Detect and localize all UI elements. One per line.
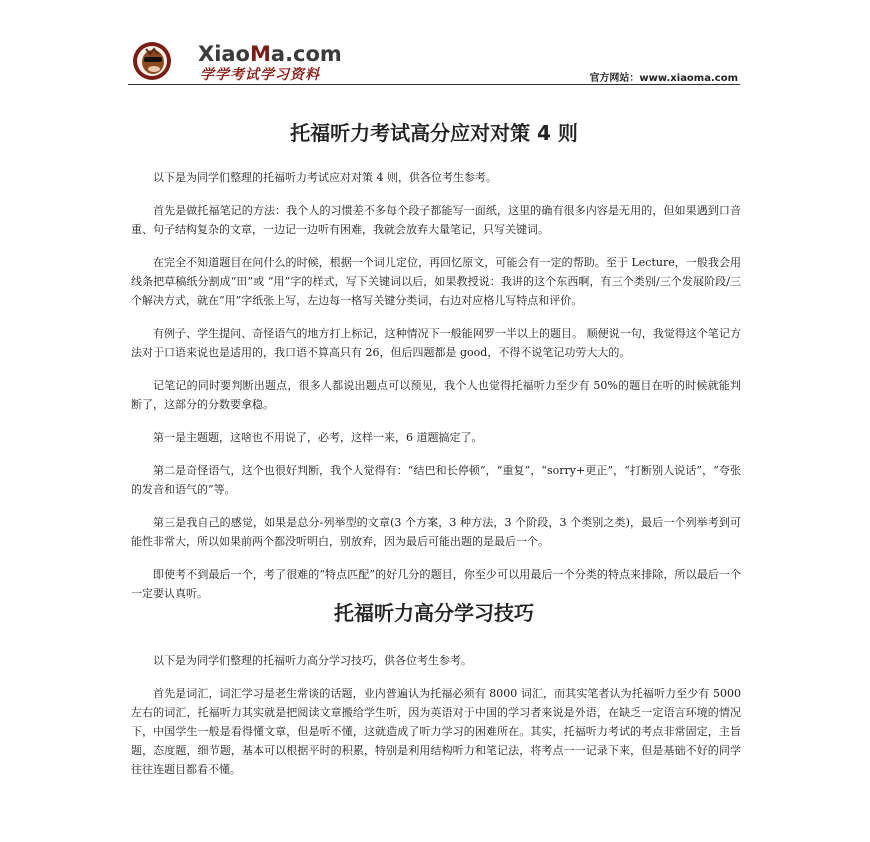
paragraph: 即使考不到最后一个，考了很难的“特点匹配”的好几分的题目，你至少可以用最后一个分类的特点来排除，所以最后一个一定要认真听。	[131, 568, 741, 600]
section-2-title: 托福听力高分学习技巧	[334, 601, 534, 625]
paragraph: 以下是为同学们整理的托福听力高分学习技巧，供各位考生参考。	[153, 654, 472, 667]
section-1-body	[131, 168, 741, 617]
paragraph: 首先是词汇，词汇学习是老生常谈的话题，业内普遍认为托福必须有 8000 词汇，而其实笔者认为托福听力至少有 5000 左右的词汇，托福听力其实就是把阅读文章搬给学生听，因为英语对于中国的学习者来说是外语，在缺乏一定语言环境的情况下，中国学生一般是看得懂文章，但是听不懂，这就造成了听力学习的困难所在。其实，托福听力考试的考点非常固定，主旨题，态度题，细节题，基本可以根据平时的积累，特别是利用结构听力和笔记法，将考点一一记录下来，但是基础不好的同学往往连题目都看不懂。	[131, 687, 741, 776]
paragraph: 首先是做托福笔记的方法：我个人的习惯差不多每个段子都能写一面纸，这里的确有很多内容是无用的，但如果遇到口音重、句子结构复杂的文章，一边记一边听有困难，我就会放弃大量笔记，只写关键词。	[131, 204, 741, 236]
paragraph: 第一是主题题，这啥也不用说了，必考，这样一来，6 道题搞定了。	[153, 431, 483, 444]
paragraph: 第二是奇怪语气，这个也很好判断，我个人觉得有：“结巴和长停顿”，“重复”，“sorry+更正”，“打断别人说话”，“夸张的发音和语气的”等。	[131, 464, 741, 496]
paragraph: 以下是为同学们整理的托福听力考试应对对策 4 则，供各位考生参考。	[153, 171, 497, 184]
page-header	[128, 38, 740, 85]
logo-slogan: 学学考试学习资料	[200, 67, 320, 83]
paragraph: 第三是我自己的感觉，如果是总分-列举型的文章(3 个方案，3 种方法，3 个阶段，3 个类别之类)，最后一个列举考到可能性非常大，所以如果前两个都没听明白，别放弃，因为最后可能出题的是最后一个。	[131, 516, 741, 548]
section-1-title: 托福听力考试高分应对对策 4 则	[290, 121, 578, 145]
paragraph: 有例子、学生提问、奇怪语气的地方打上标记，这种情况下一般能网罗一半以上的题目。 顺便说一句，我觉得这个笔记方法对于口语来说也是适用的，我口语不算高只有 26，但后四题都是 good，不得不说笔记功劳大大的。	[131, 327, 741, 359]
logo-wordmark: XiaoMa.com	[198, 42, 342, 66]
site-url: 官方网站：www.xiaoma.com	[589, 73, 738, 84]
section-2-body	[131, 651, 741, 793]
paragraph: 在完全不知道题目在问什么的时候，根据一个词儿定位，再回忆原文，可能会有一定的帮助。至于 Lecture，一般我会用线条把草稿纸分割成“田”或 “用”字的样式，写下关键词以后，如果教授说：我讲的这个东西啊，有三个类别/三个发展阶段/三个解决方式，就在“用”字纸张上写，左边每一格写关键分类词，右边对应格儿写特点和评价。	[131, 256, 741, 307]
paragraph: 记笔记的同时要判断出题点，很多人都说出题点可以预见，我个人也觉得托福听力至少有 50%的题目在听的时候就能判断了，这部分的分数要拿稳。	[131, 379, 741, 411]
horse-mascot-logo-icon	[132, 40, 190, 82]
